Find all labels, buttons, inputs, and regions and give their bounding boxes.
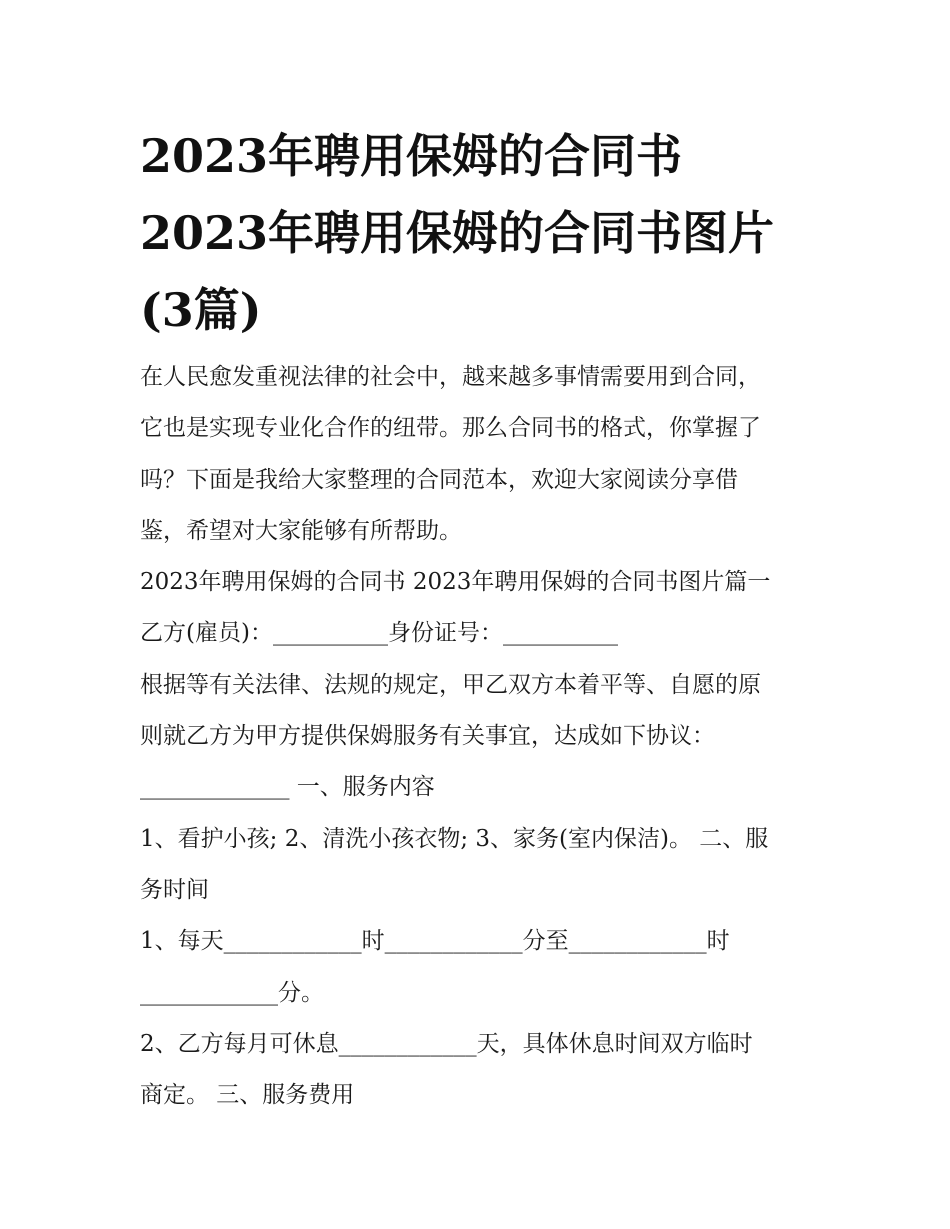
rest-days-line-1: 2、乙方每月可休息____________天，具体休息时间双方临时: [140, 1030, 753, 1057]
intro-line-2: 它也是实现专业化合作的纽带。那么合同书的格式，你掌握了: [140, 415, 761, 442]
title-line-3: (3篇): [140, 283, 262, 337]
section-heading-line: 2023年聘用保姆的合同书 2023年聘用保姆的合同书图片篇一: [140, 569, 771, 596]
service-content-heading: _____________ 一、服务内容: [140, 774, 435, 801]
title-line-1: 2023年聘用保姆的合同书: [140, 129, 683, 183]
rest-days-line-2: 商定。 三、服务费用: [140, 1082, 355, 1109]
title-line-2: 2023年聘用保姆的合同书图片: [140, 206, 775, 260]
daily-hours-line-1: 1、每天____________时____________分至____________时: [140, 928, 730, 955]
service-items-line: 1、看护小孩; 2、清洗小孩衣物; 3、家务(室内保洁)。 二、服: [140, 825, 769, 852]
daily-hours-line-2: ____________分。: [140, 979, 324, 1006]
basis-line-2: 则就乙方为甲方提供保姆服务有关事宜，达成如下协议：: [140, 723, 715, 750]
service-time-heading: 务时间: [140, 876, 209, 903]
basis-line-1: 根据等有关法律、法规的规定，甲乙双方本着平等、自愿的原: [140, 671, 761, 698]
employee-id-line: 乙方(雇员)：__________身份证号：__________: [140, 620, 618, 647]
intro-line-4: 鉴，希望对大家能够有所帮助。: [140, 517, 462, 544]
document-body: [140, 352, 830, 1121]
document-title: [140, 118, 830, 349]
intro-line-3: 吗？下面是我给大家整理的合同范本，欢迎大家阅读分享借: [140, 466, 738, 493]
intro-line-1: 在人民愈发重视法律的社会中，越来越多事情需要用到合同，: [140, 364, 761, 390]
